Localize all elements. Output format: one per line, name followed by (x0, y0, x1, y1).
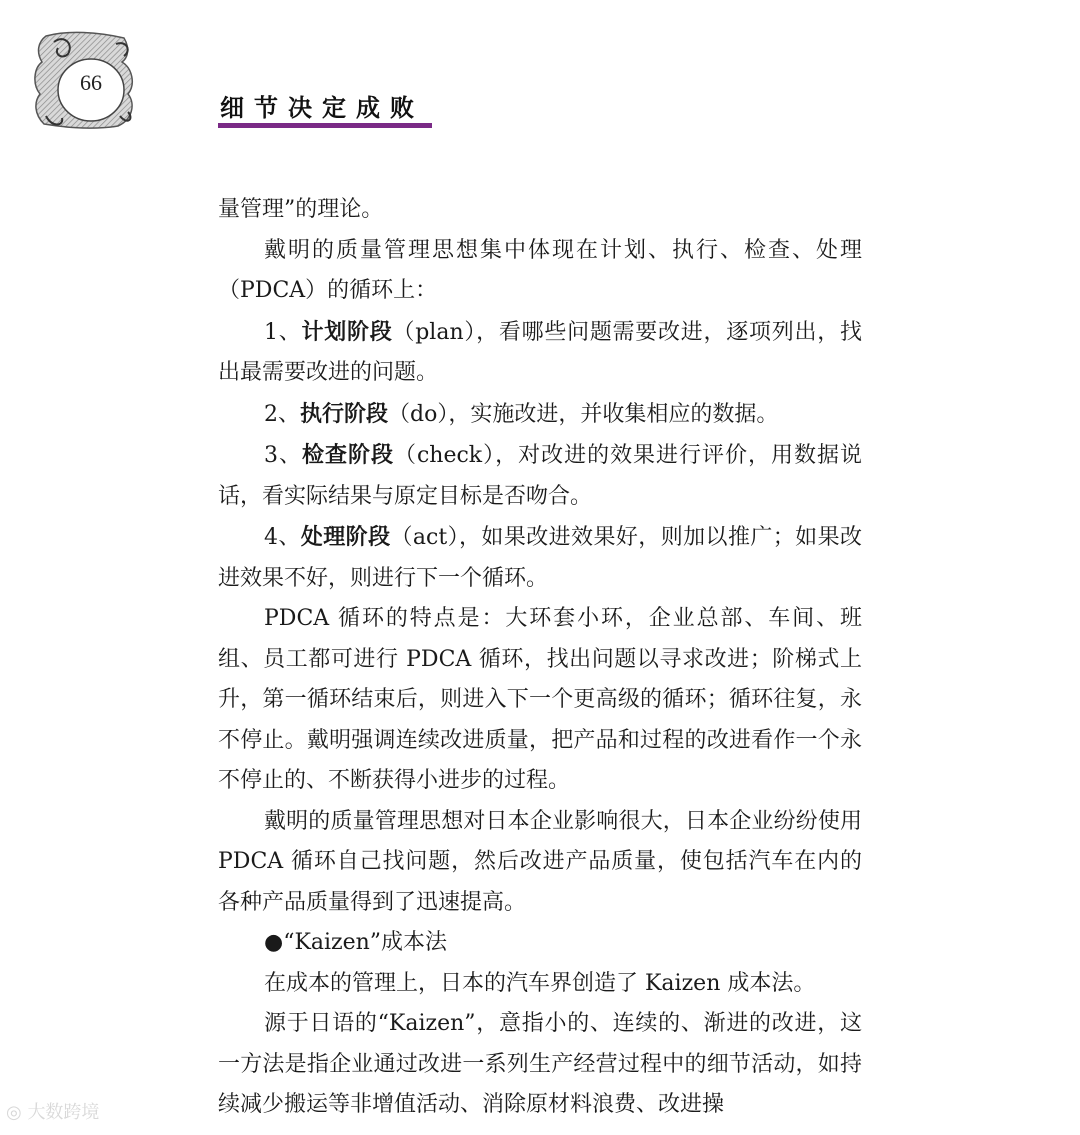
list-item-plan: 1、计划阶段（plan），看哪些问题需要改进，逐项列出，找出最需要改进的问题。 (218, 318, 862, 385)
list-item-act: 4、处理阶段（act），如果改进效果好，则加以推广；如果改进效果不好，则进行下一个循环。 (218, 524, 862, 591)
term-plan: 计划阶段 (301, 318, 393, 345)
paragraph: PDCA 循环的特点是：大环套小环，企业总部、车间、班组、员工都可进行 PDCA 循环，找出问题以寻求改进；阶梯式上升，第一循环结束后，则进入下一个更高级的循环；循环往复，永不停止。戴明强调连续改进质量，把产品和过程的改进看作一个永不停止的、不断获得小进步的过程。 (218, 606, 862, 793)
paragraph: 在成本的管理上，日本的汽车界创造了 Kaizen 成本法。 (264, 970, 816, 996)
term-act: 处理阶段 (300, 524, 391, 550)
list-item-do: 2、执行阶段（do），实施改进，并收集相应的数据。 (264, 400, 779, 427)
term-check: 检查阶段 (301, 442, 394, 468)
list-item-check: 3、检查阶段（check），对改进的效果进行评价，用数据说话，看实际结果与原定目标是否吻合。 (218, 442, 862, 509)
term-do: 执行阶段 (300, 400, 389, 427)
paragraph: 戴明的质量管理思想集中体现在计划、执行、检查、处理（PDCA）的循环上： (218, 237, 862, 303)
body-text (218, 190, 862, 1126)
section-heading-kaizen: ●“Kaizen”成本法 (264, 930, 448, 955)
paragraph: 戴明的质量管理思想对日本企业影响很大，日本企业纷纷使用 PDCA 循环自己找问题，然后改进产品质量，使包括汽车在内的各种产品质量得到了迅速提高。 (218, 808, 862, 915)
header-underline (218, 123, 432, 128)
watermark: ◎ 大数跨境 (6, 1102, 100, 1123)
running-header-title: 细节决定成败 (220, 93, 424, 122)
paragraph: 源于日语的“Kaizen”，意指小的、连续的、渐进的改进，这一方法是指企业通过改进一系列生产经营过程中的细节活动，如持续减少搬运等非增值活动、消除原材料浪费、改进操 (218, 1011, 862, 1117)
watermark-logo-icon: ◎ (6, 1102, 28, 1123)
paragraph: 量管理”的理论。 (218, 197, 384, 222)
page-number: 66 (80, 70, 102, 95)
